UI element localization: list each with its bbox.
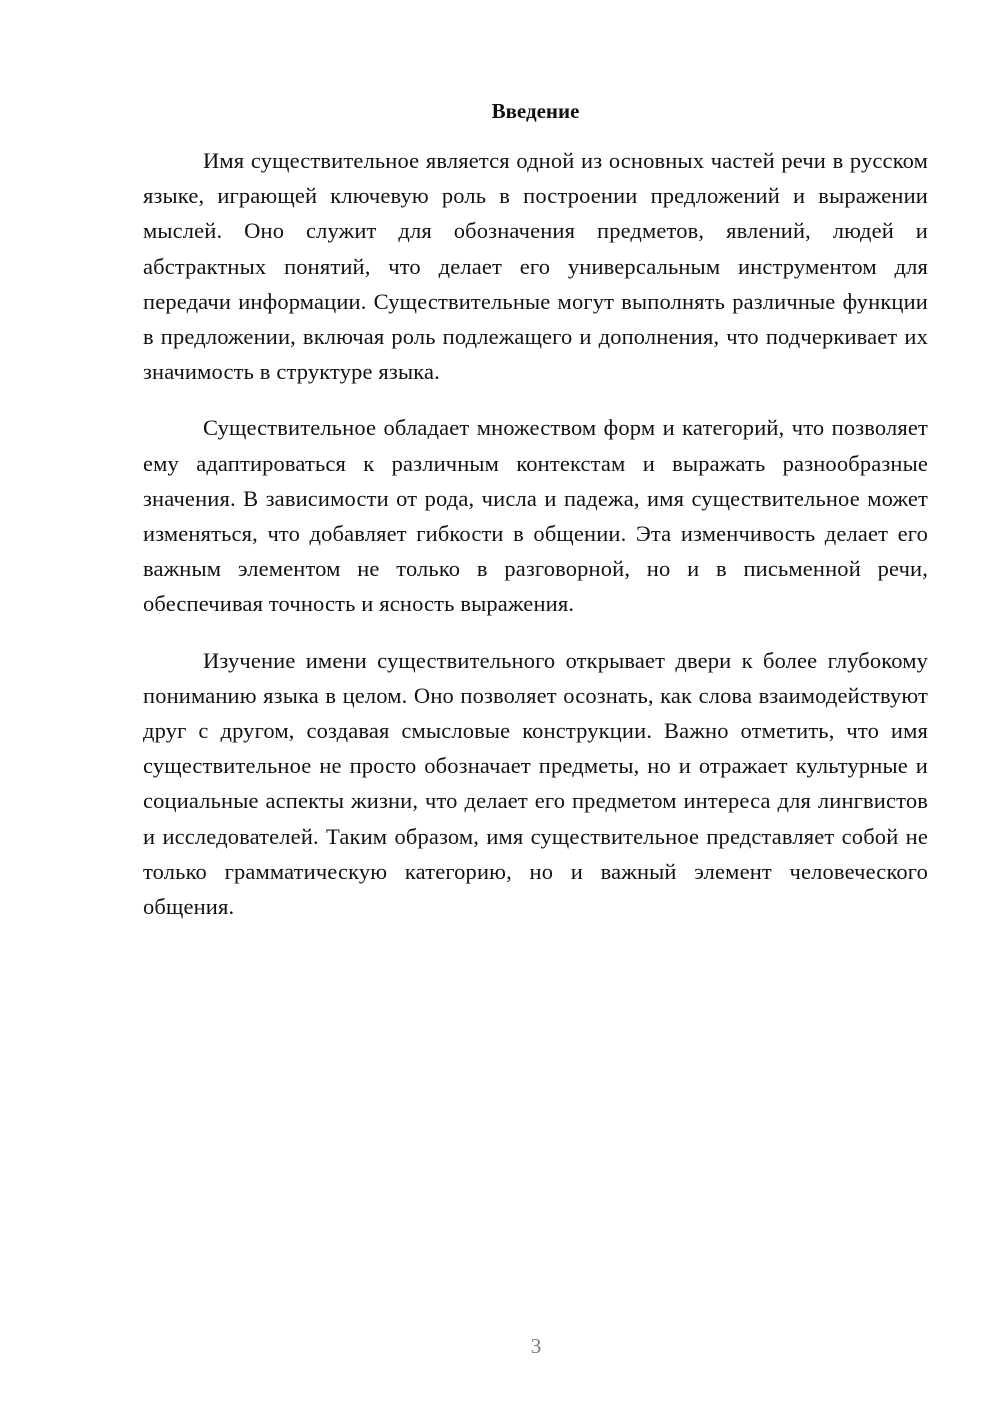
paragraph-1: Имя существительное является одной из основных частей речи в русском языке, играющей ключевую роль в построении предложений и выражении мыслей. Оно служит для обозначения предметов, явлений, людей и абстрактных понятий, что делает его универсальным инструментом для передачи информации. Существительные могут выполнять различные функции в предложении, включая роль подлежащего и дополнения, что подчеркивает их значимость в структуре языка. [143, 148, 928, 385]
body-text [143, 143, 928, 945]
section-heading: Введение [491, 99, 580, 123]
page-number: 3 [530, 1334, 542, 1358]
paragraph-3: Изучение имени существительного открывает двери к более глубокому пониманию языка в целом. Оно позволяет осознать, как слова взаимодействуют друг с другом, создавая смысловые конструкции. Важно отметить, что имя существительное не просто обозначает предметы, но и отражает культурные и социальные аспекты жизни, что делает его предметом интереса для лингвистов и исследователей. Таким образом, имя существительное представляет собой не только грамматическую категорию, но и важный элемент человеческого общения. [143, 647, 928, 920]
paragraph-2: Существительное обладает множеством форм и категорий, что позволяет ему адаптироваться к различным контекстам и выражать разнообразные значения. В зависимости от рода, числа и падежа, имя существительное может изменяться, что добавляет гибкости в общении. Эта изменчивость делает его важным элементом не только в разговорной, но и в письменной речи, обеспечивая точность и ясность выражения. [143, 415, 928, 617]
